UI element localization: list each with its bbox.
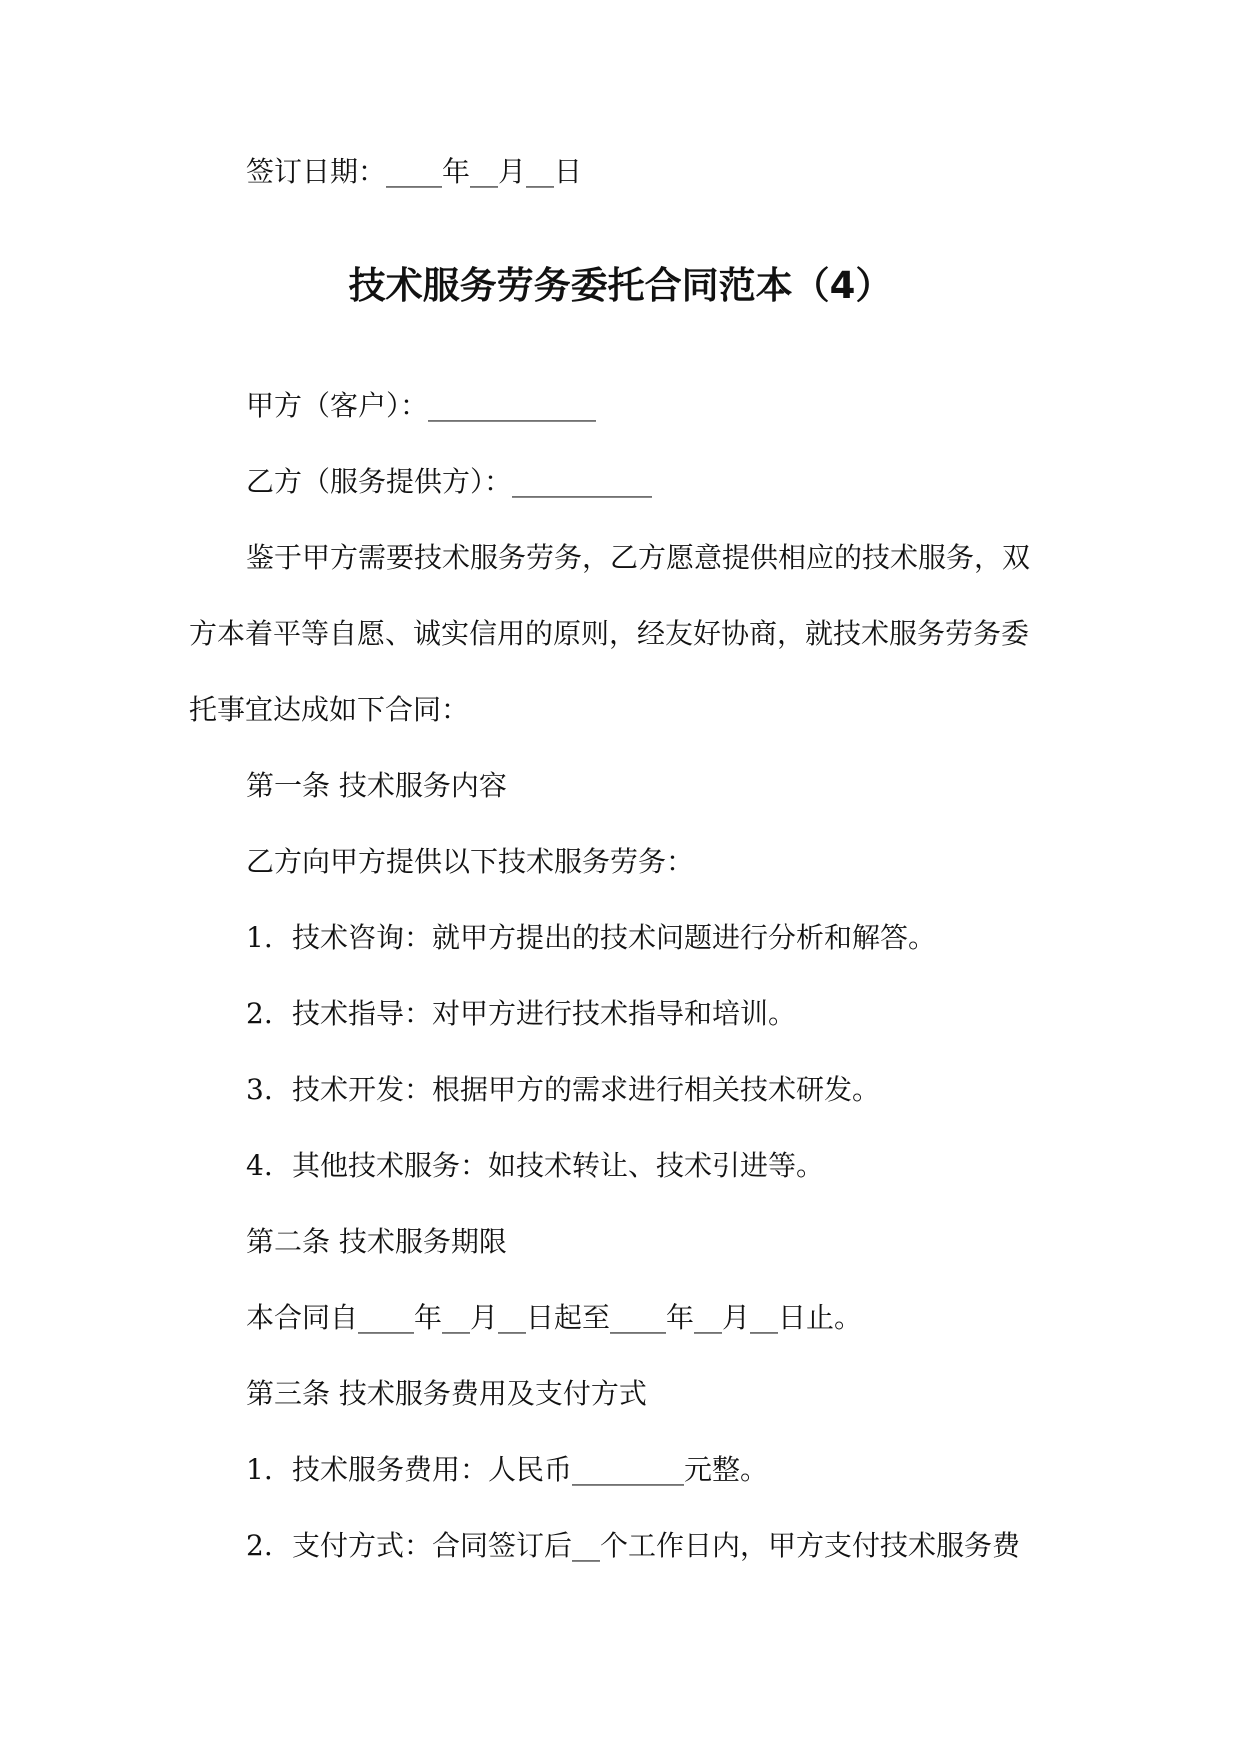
preamble-line-3: 托事宜达成如下合同： xyxy=(189,693,470,726)
item-number: 2. xyxy=(246,1529,273,1562)
item-text: 技术咨询：就甲方提出的技术问题进行分析和解答。 xyxy=(292,921,937,954)
article-1-item xyxy=(246,994,796,1034)
article-3-item xyxy=(246,1450,768,1490)
party-a-line: 甲方（客户）：____________ xyxy=(246,389,597,422)
article-2-text: 本合同自____年__月__日起至____年__月__日止。 xyxy=(246,1301,863,1334)
item-number: 3. xyxy=(246,1073,273,1106)
preamble-line-2: 方本着平等自愿、诚实信用的原则，经友好协商，就技术服务劳务委 xyxy=(189,617,1030,650)
article-3-heading: 第三条 技术服务费用及支付方式 xyxy=(246,1377,647,1410)
article-2-heading: 第二条 技术服务期限 xyxy=(246,1225,507,1258)
document-title: 技术服务劳务委托合同范本（4） xyxy=(348,264,893,307)
article-3-item xyxy=(246,1526,1020,1566)
article-1-intro: 乙方向甲方提供以下技术服务劳务： xyxy=(246,845,695,878)
item-text: 其他技术服务：如技术转让、技术引进等。 xyxy=(292,1149,825,1182)
preamble-line-1: 鉴于甲方需要技术服务劳务，乙方愿意提供相应的技术服务，双 xyxy=(246,541,1031,574)
item-number: 4. xyxy=(246,1149,273,1182)
item-text: 技术指导：对甲方进行技术指导和培训。 xyxy=(292,997,797,1030)
item-number: 1. xyxy=(246,921,273,954)
article-1-heading: 第一条 技术服务内容 xyxy=(246,769,507,802)
item-number: 2. xyxy=(246,997,273,1030)
sign-date: 签订日期：____年__月__日 xyxy=(246,155,583,188)
article-1-item xyxy=(246,1146,824,1186)
item-text: 技术服务费用：人民币________元整。 xyxy=(292,1453,769,1486)
party-b-line: 乙方（服务提供方）：__________ xyxy=(246,465,653,498)
item-number: 1. xyxy=(246,1453,273,1486)
item-text: 支付方式：合同签订后__个工作日内，甲方支付技术服务费 xyxy=(292,1529,1021,1562)
item-text: 技术开发：根据甲方的需求进行相关技术研发。 xyxy=(292,1073,881,1106)
article-1-item xyxy=(246,1070,880,1110)
article-1-item xyxy=(246,918,936,958)
